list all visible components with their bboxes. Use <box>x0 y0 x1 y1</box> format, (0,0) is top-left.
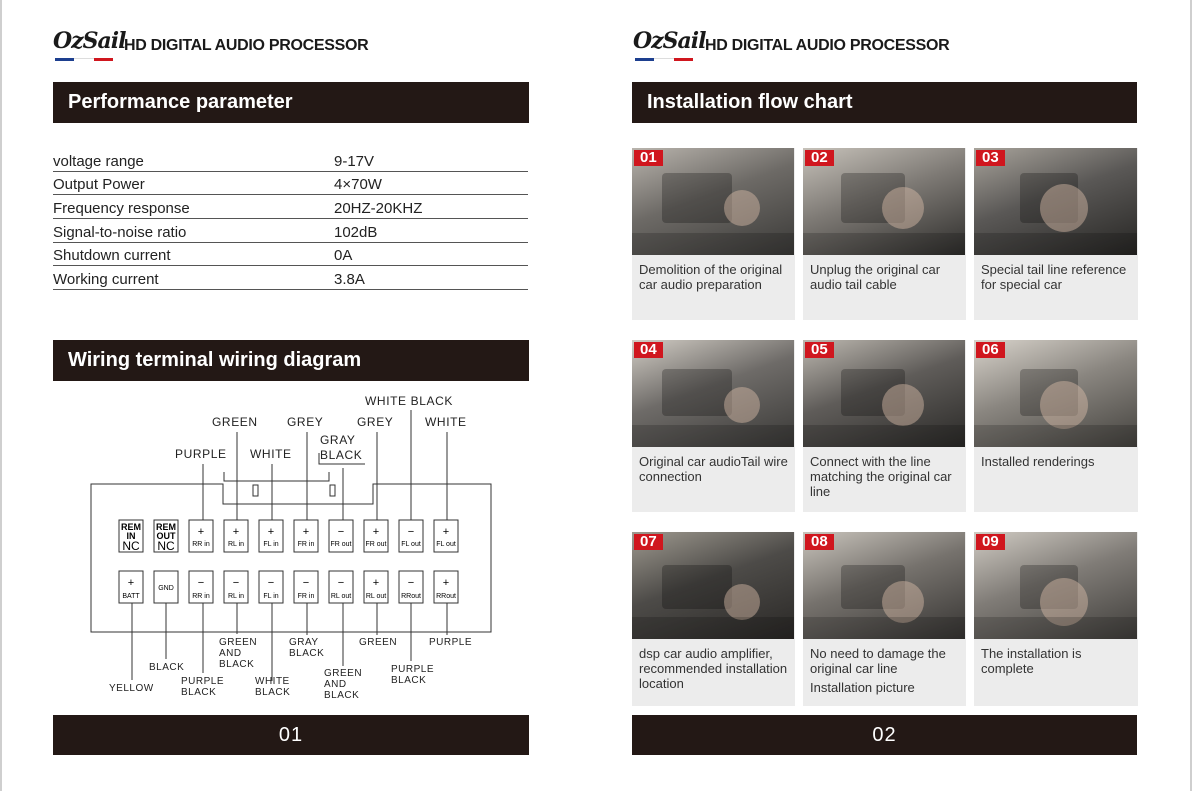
pin-label: FL out <box>436 541 456 548</box>
step-caption: Demolition of the original car audio preparation <box>639 262 783 292</box>
installation-title-bar <box>632 82 1137 123</box>
step-card-09 <box>974 532 1138 706</box>
pin-bottom-1 <box>154 571 178 603</box>
wire-label-gray-black-text: GRAY <box>320 433 356 447</box>
pin-sign: + <box>372 526 380 538</box>
step-card-08 <box>803 532 966 706</box>
wiring-title-bar <box>53 340 529 381</box>
step-card-02 <box>803 148 966 320</box>
pin-bottom-5 <box>294 571 318 603</box>
step-caption: No need to damage the original car line <box>810 646 946 676</box>
page-number-left: 01 <box>278 723 304 746</box>
wire-label-white-black: WHITE BLACK <box>365 394 453 408</box>
wire-label-green: GREEN <box>212 415 258 429</box>
step-card-01 <box>632 148 795 320</box>
pin-sign: + <box>197 526 205 538</box>
pin-sign: − <box>197 577 205 589</box>
step-caption: Special tail line reference for special car <box>981 262 1127 292</box>
step-number-badge: 01 <box>634 150 663 166</box>
pin-label: FR out <box>330 541 352 548</box>
param-value: 20HZ-20KHZ <box>334 200 423 218</box>
parameter-table <box>53 148 528 290</box>
pin-sign: + <box>267 526 275 538</box>
step-card-06 <box>974 340 1138 512</box>
connector-outline <box>91 484 491 632</box>
wire-label-black: BLACK <box>149 662 185 673</box>
step-caption: dsp car audio amplifier, recommended installation location <box>639 646 788 691</box>
wiring-diagram-svg <box>53 388 529 708</box>
step-number-badge: 09 <box>976 534 1005 550</box>
step-caption: Unplug the original car audio tail cable <box>810 262 941 292</box>
pin-sign: + <box>302 526 310 538</box>
pin-top-4 <box>259 520 283 552</box>
pin-top-2 <box>189 520 213 552</box>
pin-bottom-8 <box>399 571 423 603</box>
page-number-bar-right <box>632 715 1137 755</box>
step-number-badge: 03 <box>976 150 1005 166</box>
wire-label-white: WHITE <box>250 447 292 461</box>
param-label: Signal-to-noise ratio <box>53 223 187 241</box>
wire-label-purple-bottom: PURPLE <box>429 637 473 648</box>
pin-line: REM <box>156 522 176 532</box>
param-value: 4×70W <box>334 176 382 194</box>
step-card-04 <box>632 340 795 512</box>
pin-sign: − <box>302 577 310 589</box>
pin-label: RL in <box>227 593 245 600</box>
performance-title: Performance parameter <box>68 91 293 113</box>
param-row <box>53 172 528 196</box>
step-number-badge: 06 <box>976 342 1005 358</box>
pin-sign: + <box>442 526 450 538</box>
pin-label: RRout <box>401 593 421 600</box>
pin-label: FL in <box>263 541 279 548</box>
step-caption: Connect with the line matching the original car line <box>810 454 952 499</box>
pin-label: GND <box>158 585 174 592</box>
param-label: Output Power <box>53 176 145 194</box>
connector-latch <box>330 485 335 496</box>
pin-top-8 <box>399 520 423 552</box>
step-number-badge: 04 <box>634 342 663 358</box>
step-photo <box>974 532 1137 639</box>
performance-title-bar <box>53 82 529 123</box>
param-value: 3.8A <box>334 271 365 289</box>
pins-bottom-row <box>119 571 458 603</box>
param-value: 102dB <box>334 223 378 241</box>
step-card-05 <box>803 340 966 512</box>
wiring-title: Wiring terminal wiring diagram <box>68 349 362 371</box>
param-label: Frequency response <box>53 200 190 218</box>
pin-sign: − <box>337 526 345 538</box>
pin-sign: + <box>372 577 380 589</box>
step-photo <box>974 340 1137 447</box>
step-subcaption: Installation picture <box>810 680 915 695</box>
param-value: 0A <box>334 247 353 265</box>
pin-sign: + <box>127 577 135 589</box>
pin-top-3 <box>224 520 248 552</box>
pin-bottom-9 <box>434 571 458 603</box>
step-number-badge: 05 <box>805 342 834 358</box>
step-photo <box>632 340 794 447</box>
step-photo <box>803 532 965 639</box>
param-row <box>53 195 528 219</box>
pin-line: IN <box>126 531 136 541</box>
pin-bottom-4 <box>259 571 283 603</box>
pin-line: OUT <box>156 531 176 541</box>
pin-bottom-6 <box>329 571 353 603</box>
wire-label-grey-2: GREY <box>357 415 394 429</box>
installation-title: Installation flow chart <box>647 91 853 113</box>
pin-sign: − <box>407 577 415 589</box>
pin-top-7 <box>364 520 388 552</box>
param-row <box>53 243 528 267</box>
pin-line: NC <box>157 539 175 553</box>
wire-label-green-and-black-2: GREEN AND BLACK <box>324 668 363 701</box>
step-photo <box>974 148 1137 255</box>
pin-line: REM <box>121 522 141 532</box>
param-label: Shutdown current <box>53 247 171 265</box>
wire-label-gray-black-bottom: GRAY BLACK <box>289 637 325 659</box>
pin-sign: − <box>407 526 415 538</box>
connector-latch <box>253 485 258 496</box>
step-number-badge: 02 <box>805 150 834 166</box>
pin-line: NC <box>122 539 140 553</box>
step-number-badge: 08 <box>805 534 834 550</box>
pins-top-row <box>119 520 458 553</box>
pin-top-0 <box>119 520 143 553</box>
wire-label-purple-black: PURPLE BLACK <box>181 676 225 698</box>
pin-bottom-7 <box>364 571 388 603</box>
step-photo <box>803 340 965 447</box>
pin-top-1 <box>154 520 178 553</box>
page-edge-left <box>0 0 2 791</box>
step-card-07 <box>632 532 795 706</box>
step-photo <box>632 148 794 255</box>
pin-label: FR in <box>297 593 315 600</box>
pin-label: RR in <box>192 593 210 600</box>
page-number-right: 02 <box>872 723 897 746</box>
brand-logo-right: OzSail <box>633 28 706 54</box>
wire-label-purple-black-2: PURPLE BLACK <box>391 664 435 686</box>
pin-sign: − <box>337 577 345 589</box>
param-row <box>53 148 528 172</box>
pin-label: RL in <box>227 541 245 548</box>
pin-top-9 <box>434 520 458 552</box>
wiring-diagram <box>53 388 529 713</box>
param-row <box>53 219 528 243</box>
param-value: 9-17V <box>334 152 375 170</box>
pin-label: FL in <box>263 593 279 600</box>
pin-bottom-0 <box>119 571 143 603</box>
pin-label: RL out <box>365 593 387 600</box>
wire-label-white-black-bottom: WHITE BLACK <box>255 676 291 698</box>
wire-label-grey: GREY <box>287 415 324 429</box>
pin-top-6 <box>329 520 353 552</box>
flag-stripe-right <box>635 58 693 61</box>
brand-title-left: HD DIGITAL AUDIO PROCESSOR <box>124 37 369 54</box>
param-row <box>53 266 528 290</box>
param-label: Working current <box>53 271 159 289</box>
step-number-badge: 07 <box>634 534 663 550</box>
flag-stripe-left <box>55 58 113 61</box>
brand-logo-left: OzSail <box>53 28 126 54</box>
step-photo <box>803 148 965 255</box>
step-caption: Original car audioTail wire connection <box>639 454 788 484</box>
wire-label-purple: PURPLE <box>175 447 227 461</box>
wire-label-green-and-black: GREEN AND BLACK <box>219 637 258 670</box>
step-card-03 <box>974 148 1138 320</box>
pin-sign: − <box>267 577 275 589</box>
wire-label-yellow: YELLOW <box>109 683 154 694</box>
pin-label: FR out <box>365 541 387 548</box>
pin-sign: + <box>442 577 450 589</box>
param-label: voltage range <box>53 152 144 170</box>
step-caption: The installation is complete <box>981 646 1082 676</box>
wire-label-green-bottom: GREEN <box>359 637 398 648</box>
pin-sign: + <box>232 526 240 538</box>
pin-label: FR in <box>297 541 315 548</box>
latch-bracket <box>224 472 329 481</box>
pin-bottom-3 <box>224 571 248 603</box>
step-caption: Installed renderings <box>981 454 1095 469</box>
wire-label-gray-black: GRAY BLACK <box>320 433 363 462</box>
brand-title-right: HD DIGITAL AUDIO PROCESSOR <box>705 37 950 54</box>
step-photo <box>632 532 794 639</box>
pin-top-5 <box>294 520 318 552</box>
pin-label: RRout <box>436 593 456 600</box>
pin-label: FL out <box>401 541 421 548</box>
pin-bottom-2 <box>189 571 213 603</box>
pin-sign: − <box>232 577 240 589</box>
page-number-bar-left <box>53 715 529 755</box>
pin-label: BATT <box>122 593 140 600</box>
pin-label: RL out <box>330 593 352 600</box>
wire-label-white-2: WHITE <box>425 415 467 429</box>
pin-label: RR in <box>192 541 210 548</box>
